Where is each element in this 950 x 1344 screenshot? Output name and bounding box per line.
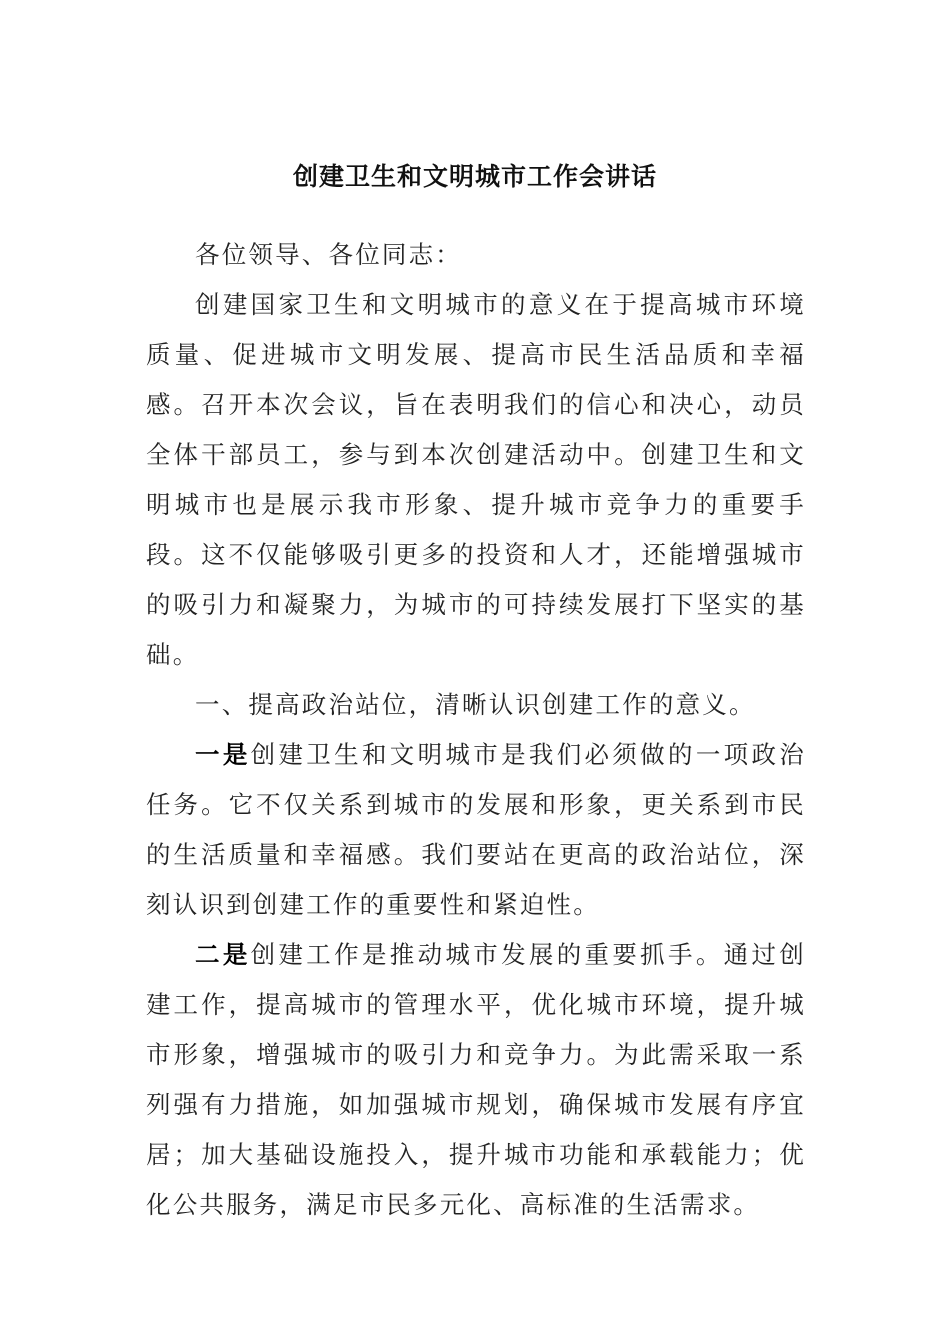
point-2-lead: 二是 bbox=[195, 940, 251, 969]
paragraph-intro: 创建国家卫生和文明城市的意义在于提高城市环境质量、促进城市文明发展、提高市民生活品质和幸福感。召开本次会议，旨在表明我们的信心和决心，动员全体干部员工，参与到本次创建活动中。创建卫生和文明城市也是展示我市形象、提升城市竞争力的重要手段。这不仅能够吸引更多的投资和人才，还能增强城市的吸引力和凝聚力，为城市的可持续发展打下坚实的基础。 bbox=[146, 290, 806, 669]
point-1-text: 创建卫生和文明城市是我们必须做的一项政治任务。它不仅关系到城市的发展和形象，更关系到市民的生活质量和幸福感。我们要站在更高的政治站位，深刻认识到创建工作的重要性和紧迫性。 bbox=[146, 740, 807, 919]
salutation: 各位领导、各位同志： bbox=[195, 240, 462, 269]
section-heading-1: 一、提高政治站位，清晰认识创建工作的意义。 bbox=[195, 690, 756, 719]
document-body bbox=[146, 230, 806, 1230]
point-1-paragraph bbox=[146, 730, 806, 930]
point-2-paragraph bbox=[146, 930, 806, 1230]
document-title: 创建卫生和文明城市工作会讲话 bbox=[292, 162, 657, 191]
point-1-lead: 一是 bbox=[195, 740, 251, 769]
point-2-text: 创建工作是推动城市发展的重要抓手。通过创建工作，提高城市的管理水平，优化城市环境，提升城市形象，增强城市的吸引力和竞争力。为此需采取一系列强有力措施，如加强城市规划，确保城市发展有序宜居；加大基础设施投入，提升城市功能和承载能力；优化公共服务，满足市民多元化、高标准的生活需求。 bbox=[146, 940, 807, 1219]
